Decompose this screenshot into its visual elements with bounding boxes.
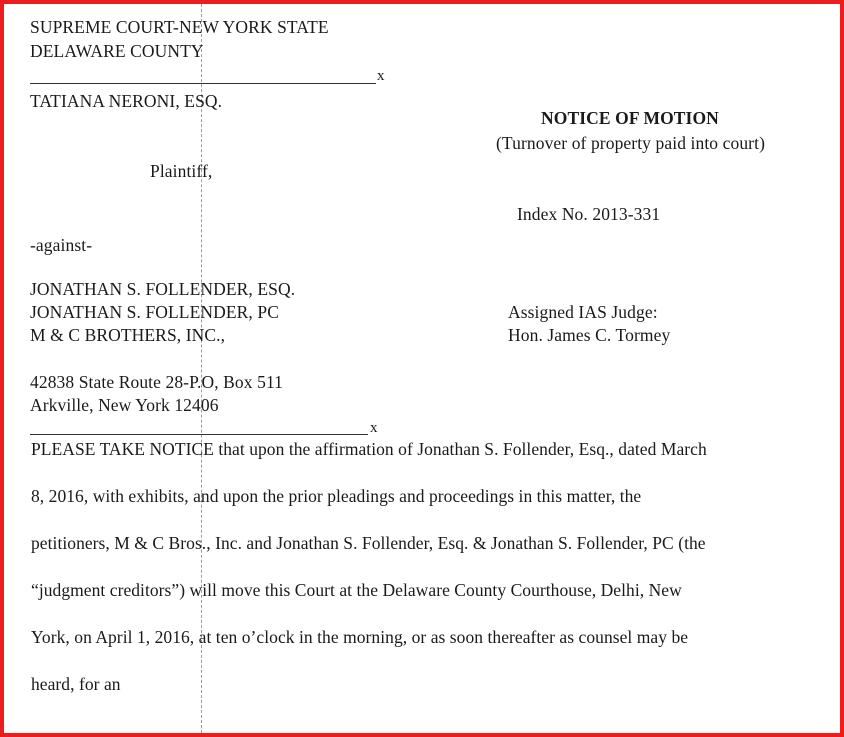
body-line-6: heard, for an [31,674,121,694]
plaintiff-role: Plaintiff, [150,161,213,181]
index-number: Index No. 2013-331 [517,204,661,224]
body-line-2: 8, 2016, with exhibits, and upon the prior pleadings and proceedings in this matter, the [31,486,642,506]
document-title: NOTICE OF MOTION [541,108,719,128]
plaintiff-name: TATIANA NERONI, ESQ. [30,91,223,111]
caption-rule-bottom [30,434,368,435]
caption-x-top: x [377,68,385,84]
defendant-3: M & C BROTHERS, INC., [30,325,226,345]
address-line-1: 42838 State Route 28-P.O, Box 511 [30,372,283,392]
body-line-3: petitioners, M & C Bros., Inc. and Jonathan S. Follender, Esq. & Jonathan S. Follender, PC (the [31,533,706,553]
body-line-4: “judgment creditors”) will move this Court at the Delaware County Courthouse, Delhi, New [31,580,682,600]
caption-rule-top [30,83,376,84]
judge-name: Hon. James C. Tormey [508,325,671,345]
judge-label: Assigned IAS Judge: [508,302,658,322]
against-label: -against- [30,235,93,255]
caption-x-bottom: x [370,420,378,436]
court-name: SUPREME COURT-NEW YORK STATE [30,17,329,37]
defendant-2: JONATHAN S. FOLLENDER, PC [30,302,279,322]
body-line-5: York, on April 1, 2016, at ten o’clock in the morning, or as soon thereafter as counsel may be [31,627,689,647]
defendant-1: JONATHAN S. FOLLENDER, ESQ. [30,279,296,299]
body-line-1: PLEASE TAKE NOTICE that upon the affirmation of Jonathan S. Follender, Esq., dated March [31,439,707,459]
document-subtitle: (Turnover of property paid into court) [496,133,765,153]
county-name: DELAWARE COUNTY [30,41,204,61]
address-line-2: Arkville, New York 12406 [30,395,219,415]
page-fold-line [201,4,202,733]
